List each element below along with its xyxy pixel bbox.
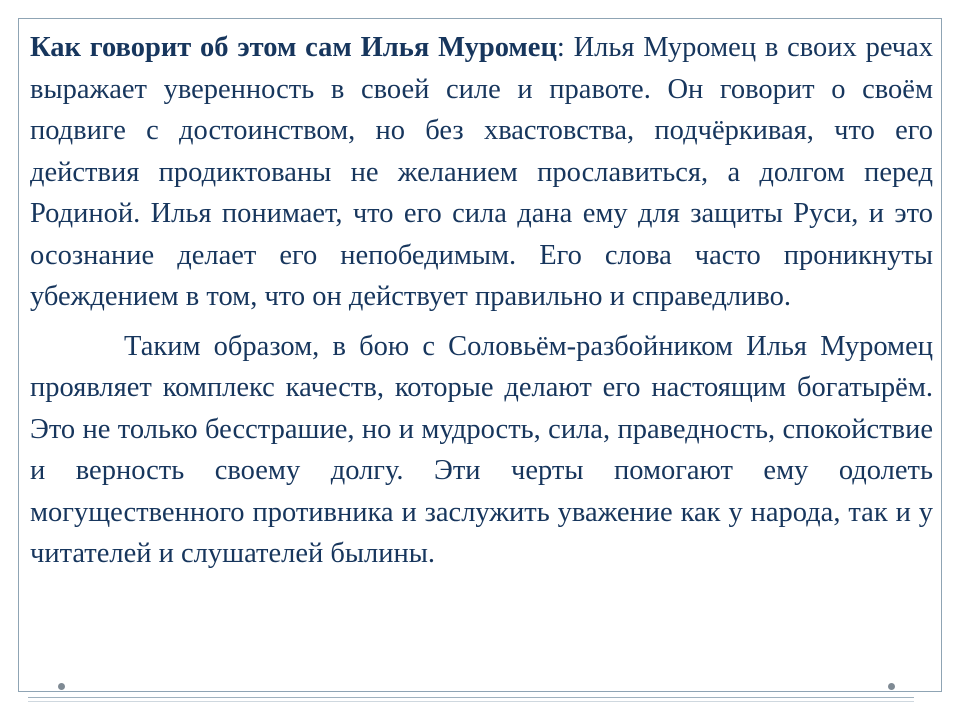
bullet-dot-left-icon (58, 683, 65, 690)
footer-rule (28, 697, 914, 698)
paragraph-1-separator: : (556, 32, 565, 63)
paragraph-2-text: Таким образом, в бою с Соловьём-разбойником Илья Муромец проявляет комплекс качеств, которые делают его настоящим богатырём. Это не только бесстрашие, но и мудрость, сила, праведность, спокойствие и верность своему долгу. Эти черты помогают ему одолеть могущественного противника и заслужить уважение как у народа, так и у читателей и слушателей былины. (30, 330, 933, 569)
paragraph-2 (30, 326, 933, 575)
paragraph-1 (30, 27, 933, 318)
paragraph-1-lead: Как говорит об этом сам Илья Муромец (30, 32, 557, 63)
bullet-dot-right-icon (888, 683, 895, 690)
paragraph-1-text: Илья Муромец в своих речах выражает уверенность в своей силе и правоте. Он говорит о своём подвиге с достоинством, но без хвастовства, подчёркивая, что его действия продиктованы не желанием прославиться, а долгом перед Родиной. Илья понимает, что его сила дана ему для защиты Руси, и это осознание делает его непобедимым. Его слова часто проникнуты убеждением в том, что он действует правильно и справедливо. (30, 32, 933, 312)
text-body (30, 27, 933, 575)
footer-rule-secondary (28, 701, 914, 702)
